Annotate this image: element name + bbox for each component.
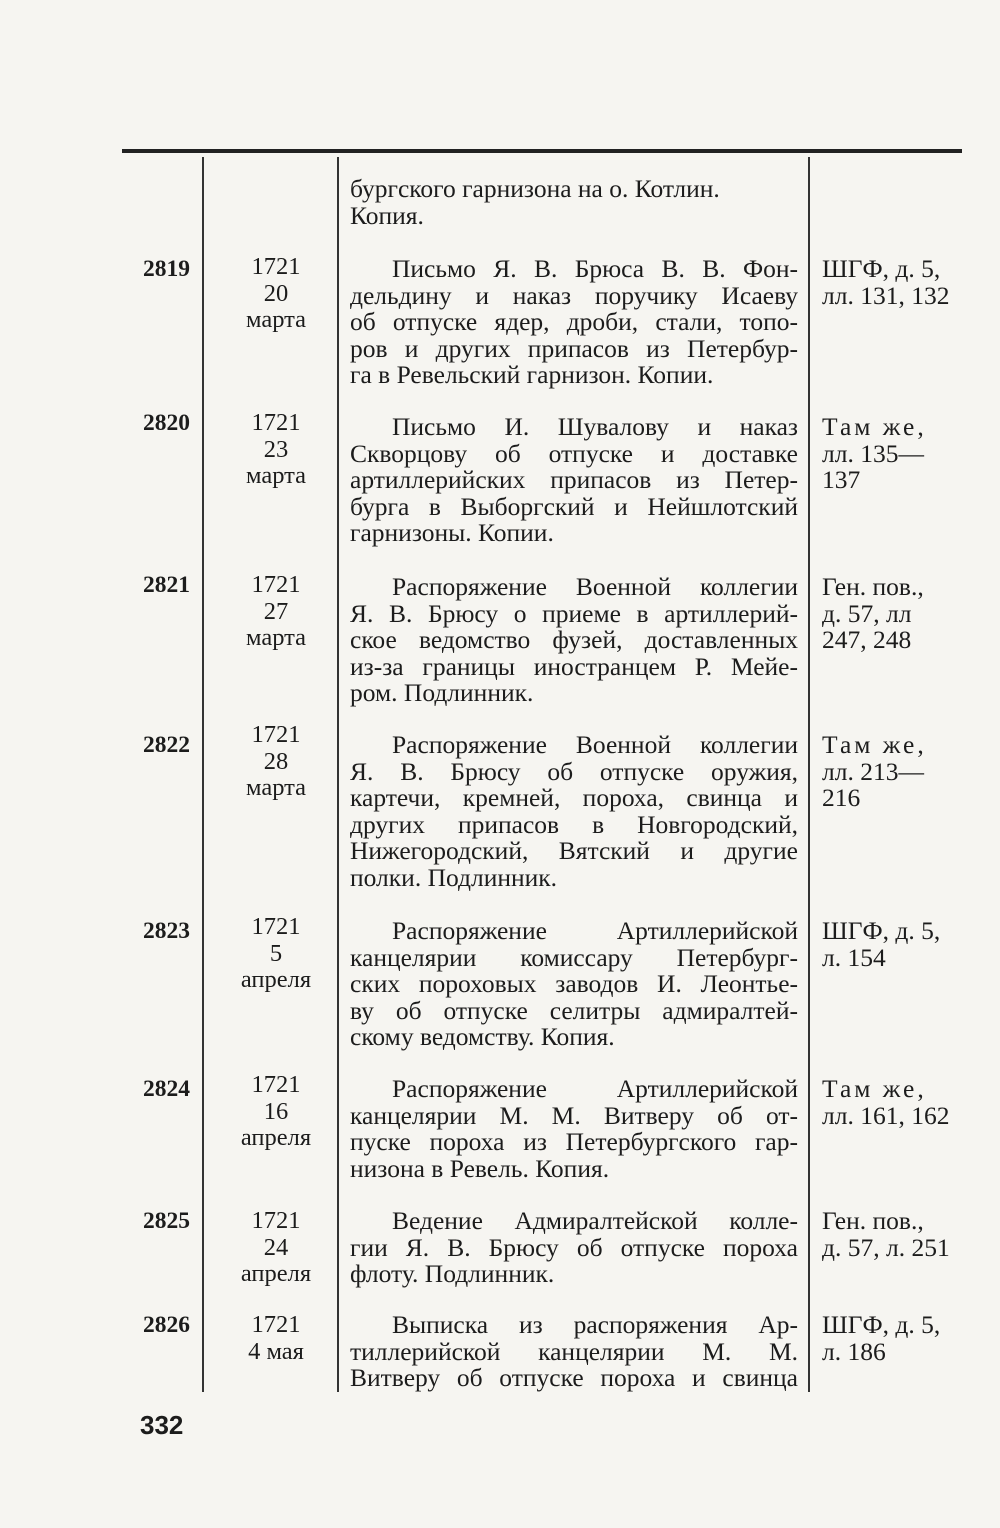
date-year: 1721 [251, 721, 301, 748]
source-line: л. 186 [822, 1336, 886, 1366]
desc-line: Выписка из распоряжения Ар- [392, 1310, 798, 1339]
date-month: апреля [240, 1124, 312, 1152]
date-year: 1721 [251, 1311, 301, 1338]
desc-line: Копия. [350, 200, 424, 230]
entry-number: 2821 [143, 572, 190, 598]
date-year: 1721 [251, 913, 301, 940]
desc-line: ров и других припасов из Петербур- [350, 333, 798, 363]
entry-source [822, 414, 972, 494]
desc-line: ских пороховых заводов И. Леонтье- [350, 969, 798, 999]
desc-line: Распоряжение Военной коллегии [392, 730, 798, 759]
entry-source [822, 1208, 972, 1261]
desc-line: Распоряжение Артиллерийской [392, 1074, 798, 1103]
source-line: ШГФ, д. 5, [822, 916, 941, 945]
source-line: ШГФ, д. 5, [822, 254, 941, 283]
desc-line: Письмо И. Шувалову и наказ [392, 412, 798, 441]
desc-line: полки. Подлинник. [350, 862, 558, 892]
date-year: 1721 [251, 1207, 301, 1234]
entry-source [822, 574, 972, 654]
date-day: 5 [269, 939, 283, 967]
desc-line: из-за границы иностранцем Р. Мейе- [350, 651, 798, 681]
date-month: марта [245, 624, 307, 652]
entry-number: 2823 [143, 918, 190, 944]
desc-line: Ведение Адмиралтейской колле- [392, 1206, 798, 1235]
source-line: лл. 131, 132 [822, 280, 950, 310]
date-year: 1721 [251, 253, 301, 280]
entry-source [822, 256, 972, 309]
desc-line: ское ведомство фузей, доставленных [350, 625, 798, 655]
date-month: марта [245, 774, 307, 802]
desc-line: об отпуске ядер, дроби, стали, топо- [350, 307, 798, 337]
desc-line: скому ведомству. Копия. [350, 1022, 615, 1052]
date-year: 1721 [251, 1071, 301, 1098]
desc-line: канцелярии комиссару Петербург- [350, 942, 798, 972]
entry-number: 2825 [143, 1208, 190, 1234]
entry-date [212, 722, 340, 802]
column-divider-desc [808, 157, 810, 1392]
desc-line: Письмо Я. В. Брюса В. В. Фон- [392, 254, 798, 283]
date-month: марта [245, 306, 307, 334]
desc-line: низона в Ревель. Копия. [350, 1153, 610, 1183]
date-day: 28 [263, 747, 289, 775]
entry-description [350, 256, 798, 389]
desc-line: гии Я. В. Брюсу об отпуске пороха [350, 1232, 798, 1262]
column-divider-number [202, 157, 204, 1392]
desc-line: ром. Подлинник. [350, 678, 534, 708]
date-month: марта [245, 462, 307, 490]
date-day: 23 [263, 435, 289, 463]
date-day: 24 [263, 1233, 289, 1261]
desc-line: дельдину и наказ поручику Исаеву [350, 280, 798, 310]
source-line: ШГФ, д. 5, [822, 1310, 941, 1339]
desc-line: бургского гарнизона на о. Котлин. [350, 174, 720, 203]
desc-line: Распоряжение Военной коллегии [392, 572, 798, 601]
date-day: 16 [263, 1097, 289, 1125]
desc-line: других припасов в Новгородский, [350, 809, 798, 839]
entry-description [350, 1312, 798, 1392]
source-line: Ген. пов., [822, 572, 924, 601]
entry-date [212, 914, 340, 994]
source-line: д. 57, л. 251 [822, 1232, 950, 1262]
source-line: лл. 213— [822, 756, 924, 786]
desc-line: Витверу об отпуске пороха и свинца [350, 1363, 798, 1393]
entry-number: 2820 [143, 410, 190, 436]
date-day: 4 мая [248, 1337, 304, 1365]
desc-line: Распоряжение Артиллерийской [392, 916, 798, 945]
date-day: 20 [263, 279, 289, 307]
entry-source [822, 1312, 972, 1365]
continuation-text [350, 176, 798, 229]
desc-line: ву об отпуске селитры адмиралтей- [350, 995, 798, 1025]
source-line: Ген. пов., [822, 1206, 924, 1235]
date-year: 1721 [251, 571, 301, 598]
entry-description [350, 574, 798, 707]
desc-line: картечи, кремней, пороха, свинца и [350, 783, 798, 813]
date-year: 1721 [251, 409, 301, 436]
source-line: Там же, [822, 730, 927, 759]
entry-description [350, 1076, 798, 1182]
source-line: л. 154 [822, 942, 886, 972]
desc-line: бурга в Выборгский и Нейшлотский [350, 491, 798, 521]
desc-line: Нижегородский, Вятский и другие [350, 836, 798, 866]
source-line: 137 [822, 465, 861, 495]
entry-number: 2819 [143, 256, 190, 282]
entry-description [350, 732, 798, 892]
source-line: Там же, [822, 412, 927, 441]
desc-line: пуске пороха из Петербургского гар- [350, 1127, 798, 1157]
top-rule [122, 149, 962, 153]
entry-description [350, 1208, 798, 1288]
entry-number: 2824 [143, 1076, 190, 1102]
entry-number: 2822 [143, 732, 190, 758]
desc-line: флоту. Подлинник. [350, 1259, 555, 1289]
entry-description [350, 918, 798, 1051]
desc-line: Я. В. Брюсу о приеме в артиллерий- [350, 598, 798, 628]
date-month: апреля [240, 1260, 312, 1288]
entry-description [350, 414, 798, 547]
entry-date [212, 254, 340, 334]
source-line: 216 [822, 783, 861, 813]
entry-date [212, 572, 340, 652]
entry-source [822, 732, 972, 812]
desc-line: канцелярии М. М. Витверу об от- [350, 1100, 798, 1130]
source-line: лл. 135— [822, 438, 924, 468]
desc-line: Я. В. Брюсу об отпуске оружия, [350, 756, 798, 786]
source-line: 247, 248 [822, 625, 912, 655]
desc-line: Скворцову об отпуске и доставке [350, 438, 798, 468]
page-number: 332 [140, 1410, 184, 1440]
entry-date [212, 1072, 340, 1152]
date-month: апреля [240, 966, 312, 994]
source-line: лл. 161, 162 [822, 1100, 950, 1130]
entry-date [212, 1312, 340, 1365]
desc-line: артиллерийских припасов из Петер- [350, 465, 798, 495]
desc-line: га в Ревельский гарнизон. Копии. [350, 360, 714, 390]
desc-line: гарнизоны. Копии. [350, 518, 554, 548]
entry-source [822, 918, 972, 971]
entry-source [822, 1076, 972, 1129]
entry-number: 2826 [143, 1312, 190, 1338]
entry-date [212, 410, 340, 490]
entry-date [212, 1208, 340, 1288]
desc-line: тиллерийской канцелярии М. М. [350, 1336, 798, 1366]
source-line: д. 57, лл [822, 598, 912, 628]
source-line: Там же, [822, 1074, 927, 1103]
date-day: 27 [263, 597, 289, 625]
